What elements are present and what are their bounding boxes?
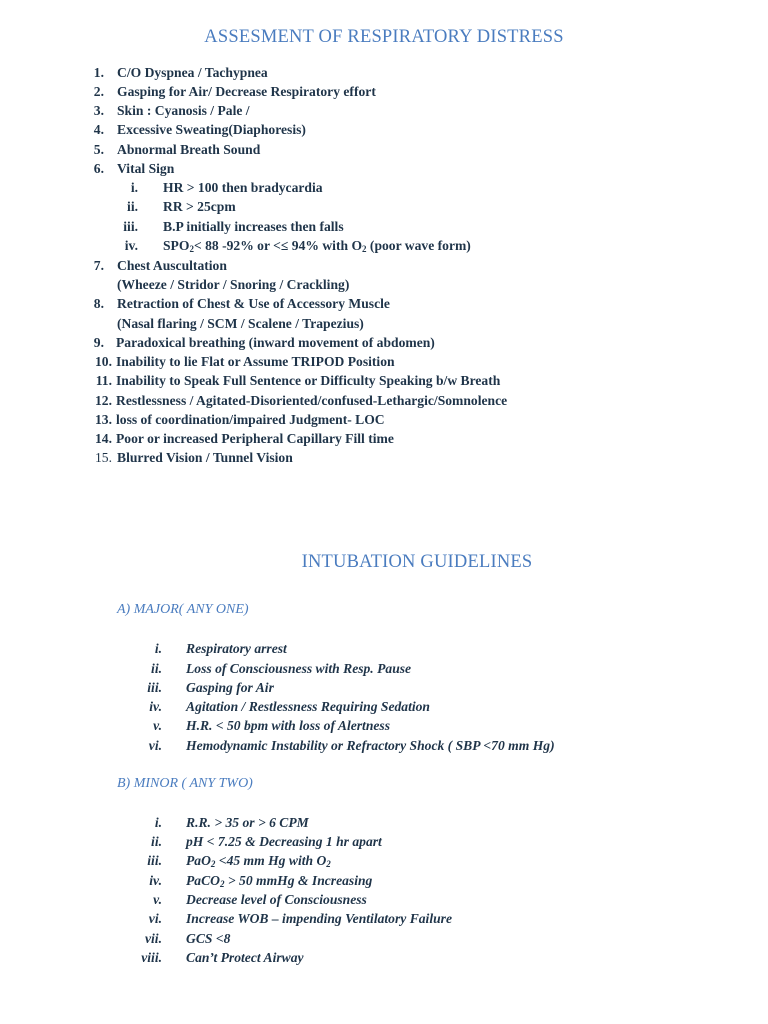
section-heading-minor: B) MINOR ( ANY TWO) (117, 776, 253, 791)
page-title-intubation: INTUBATION GUIDELINES (301, 552, 533, 572)
section-heading-major: A) MAJOR( ANY ONE) (117, 602, 249, 617)
page-title-assessment: ASSESMENT OF RESPIRATORY DISTRESS (204, 27, 564, 47)
document-page: ASSESMENT OF RESPIRATORY DISTRESS 1. C/O Dyspnea / Tachypnea 2. Gasping for Air/ Decrease Respiratory effort 3. Skin : Cyanosis / Pale / 4. Excessive Sweating(Diaphoresis) 5. Abnormal Breath Sound 6. Vital Sign i. HR > 100 then bradycardia ii. RR > 25cpm iii. B.P initially increases then falls iv. $SPO_2< 88$ -92% or <≤ 94% with $O_2$ (poor wave form) 7. Chest Auscultation (Wheeze / Stridor / Snoring / Crackling) 8. Retraction of Chest & Use of Accessory Muscle (Nasal flaring / SCM / Scalene / Trapezius) 9. Paradoxical breathing (inward movement of abdomen) 10. Inability to lie Flat or Assume TRIPOD Position 11. Inability to Speak Full Sentence or Difficulty Speaking b/w Breath 12. Restlessness / Agitated-Disoriented/confused-Lethargic/Somnolence 13. loss of coordination/impaired Judgment- LOC 14. Poor or increased Peripheral Capillary Fill time 15. Blurred Vision / Tunnel Vision INTUBATION GUIDELINES A) MAJOR( ANY ONE) i. Respiratory arrest ii. Loss of Consciousness with Resp. Pause iii. Gasping for Air iv. Agitation / Restlessness Requiring Sedation v. H.R. < 50 bpm with loss of Alertness vi. Hemodynamic Instability or Refractory Shock ( SBP <70 mm Hg) B) MINOR ( ANY TWO) i. R.R. > 35 or > 6 CPM ii. pH < 7.25 & Decreasing 1 hr apart iii. PaO$_2$ <45 mm Hg with $O_2$ iv. PaCO$_2$ > 50 mmHg & Increasing v. Decrease level of Consciousness vi. Increase WOB – impending Ventilatory Failure vii. GCS <8 viii. Can’t Protect Airway (0, 0, 768, 1024)
